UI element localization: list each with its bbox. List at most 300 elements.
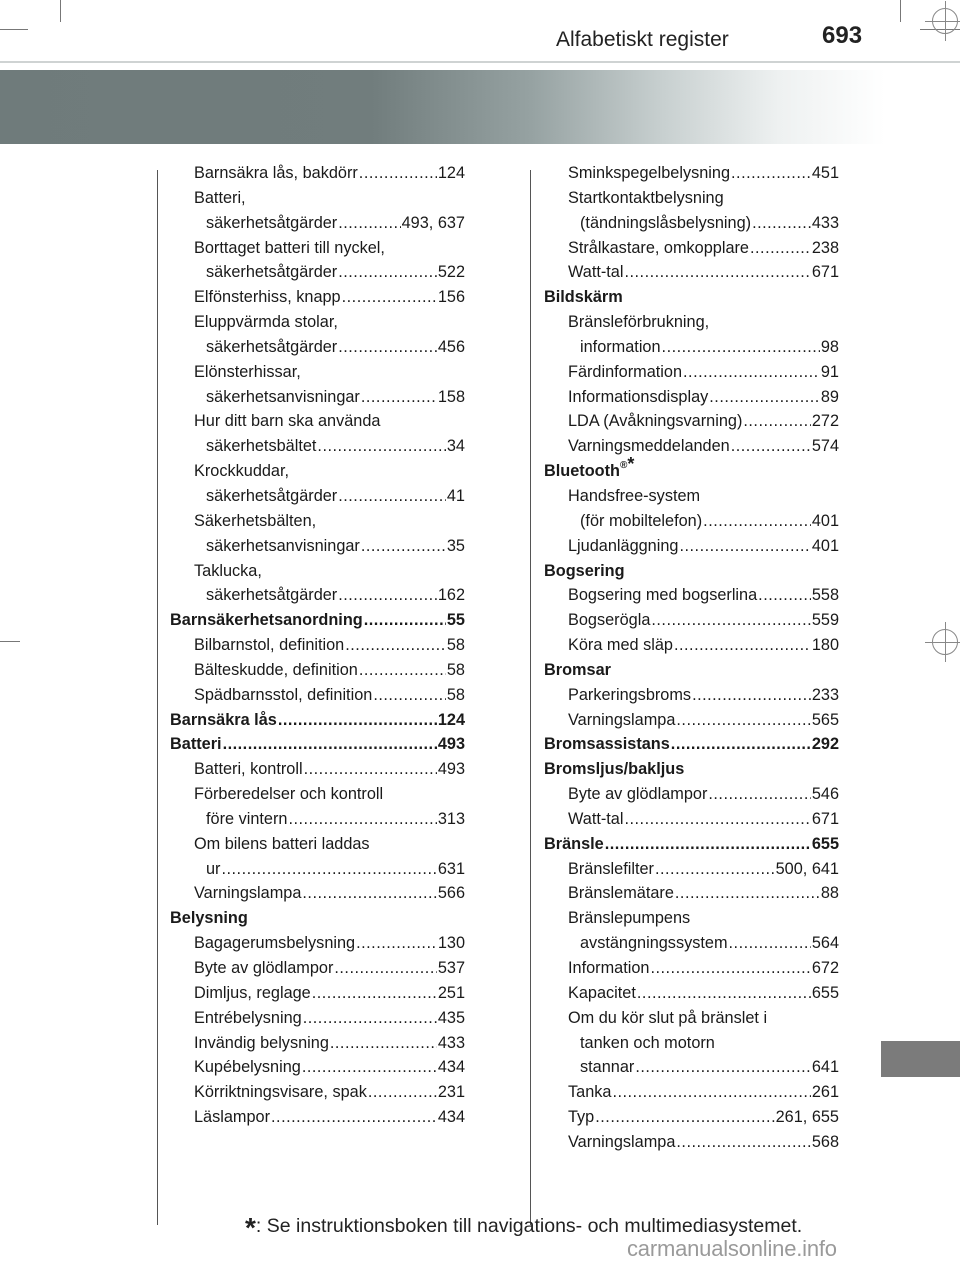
entry-text	[170, 608, 363, 633]
column-divider	[157, 170, 158, 1225]
index-entry	[170, 757, 465, 782]
entry-label: Bogserögla	[568, 611, 651, 630]
entry-text	[568, 683, 691, 708]
crop-mark	[60, 0, 61, 22]
dot-leader	[345, 633, 446, 658]
entry-text	[568, 608, 650, 633]
entry-text	[544, 832, 604, 857]
page-reference: 671	[811, 263, 839, 282]
entry-label: Varningslampa	[194, 884, 302, 903]
page-reference: 493	[437, 760, 465, 779]
entry-text	[568, 360, 682, 385]
entry-label: Körriktningsvisare, spak	[194, 1083, 367, 1102]
entry-text	[568, 981, 636, 1006]
dot-leader	[595, 1105, 774, 1130]
dot-leader	[731, 161, 811, 186]
entry-text	[194, 285, 341, 310]
page-reference: 238	[811, 238, 839, 257]
header-rule	[0, 61, 960, 63]
entry-label: Taklucka,	[194, 561, 262, 580]
entry-label: Varningslampa	[568, 710, 676, 729]
index-entry	[170, 931, 465, 956]
entry-label: säkerhetsanvisningar	[206, 536, 360, 555]
page-reference: 41	[446, 486, 465, 505]
index-heading	[544, 732, 839, 757]
entry-label: Bromsar	[544, 660, 611, 679]
page-reference: 313	[437, 809, 465, 828]
page-reference: 88	[820, 884, 839, 903]
dot-leader	[312, 981, 437, 1006]
page-reference: 34	[446, 437, 465, 456]
entry-label: säkerhetsanvisningar	[206, 387, 360, 406]
entry-text	[544, 559, 625, 584]
index-entry	[170, 236, 465, 261]
entry-text	[170, 906, 248, 931]
entry-text	[194, 236, 385, 261]
entry-label: Bogsering	[544, 561, 625, 580]
entry-label: Information	[568, 959, 650, 977]
page-reference: 292	[811, 735, 839, 754]
index-entry	[170, 633, 465, 658]
index-entry	[544, 236, 839, 261]
index-entry	[170, 1105, 465, 1130]
entry-text	[194, 658, 358, 683]
page-reference: 124	[437, 710, 465, 729]
entry-text	[544, 658, 611, 683]
entry-text	[206, 583, 337, 608]
index-entry	[544, 857, 839, 882]
dot-leader	[655, 857, 775, 882]
entry-text	[568, 583, 757, 608]
dot-leader	[605, 832, 811, 857]
dot-leader	[338, 335, 437, 360]
entry-text	[194, 1105, 270, 1130]
index-column-left	[170, 161, 465, 1130]
entry-text	[568, 260, 623, 285]
entry-text	[194, 931, 355, 956]
entry-label: Informationsdisplay	[568, 387, 709, 406]
entry-text	[568, 1080, 611, 1105]
index-heading	[170, 732, 465, 757]
entry-text	[544, 732, 670, 757]
dot-leader	[359, 658, 446, 683]
dot-leader	[334, 956, 436, 981]
entry-text	[194, 1055, 301, 1080]
entry-label: Barnsäkra lås	[170, 710, 277, 729]
entry-label: Bälteskudde, definition	[194, 660, 358, 679]
index-entry	[544, 186, 839, 211]
index-entry	[170, 484, 465, 509]
entry-text	[568, 236, 749, 261]
entry-label: Bromsassistans	[544, 735, 670, 754]
entry-label: Entrébelysning	[194, 1008, 302, 1027]
entry-label: Watt-tal	[568, 809, 624, 828]
entry-label: Byte av glödlampor	[194, 959, 334, 977]
page-reference: 537	[437, 959, 465, 977]
dot-leader	[304, 757, 437, 782]
index-entry	[170, 161, 465, 186]
entry-text	[194, 633, 344, 658]
index-entry	[170, 335, 465, 360]
index-entry	[170, 1031, 465, 1056]
dot-leader	[635, 1055, 811, 1080]
dot-leader	[676, 1130, 810, 1155]
entry-label: Tanka	[568, 1083, 612, 1102]
entry-label: Startkontaktbelysning	[568, 188, 724, 207]
index-entry	[544, 385, 839, 410]
index-heading	[544, 757, 839, 782]
index-entry	[544, 1006, 839, 1031]
page-reference: 401	[811, 536, 839, 555]
index-entry	[170, 409, 465, 434]
index-entry	[170, 285, 465, 310]
index-entry	[544, 484, 839, 509]
entry-text	[194, 881, 301, 906]
entry-text	[194, 956, 333, 981]
entry-label: Bluetooth	[544, 462, 620, 481]
index-entry	[170, 360, 465, 385]
entry-text	[170, 708, 277, 733]
index-heading	[544, 454, 839, 484]
index-entry	[544, 683, 839, 708]
entry-text	[206, 857, 220, 882]
page-reference: 91	[820, 362, 839, 381]
dot-leader	[683, 360, 820, 385]
index-entry	[544, 260, 839, 285]
dot-leader	[317, 434, 445, 459]
dot-leader	[650, 956, 810, 981]
entry-label: information	[580, 337, 661, 356]
page-reference: 130	[437, 934, 465, 953]
dot-leader	[338, 211, 400, 236]
entry-label: Bogsering med bogserlina	[568, 586, 758, 605]
index-entry	[170, 857, 465, 882]
index-entry	[170, 658, 465, 683]
index-heading	[170, 608, 465, 633]
entry-text	[206, 807, 287, 832]
entry-label: Byte av glödlampor	[568, 785, 708, 804]
page-reference: 493	[437, 735, 465, 754]
entry-label: Elönsterhissar,	[194, 362, 301, 381]
page-reference: 631	[437, 859, 465, 878]
entry-label: Varningsmeddelanden	[568, 437, 730, 456]
crop-mark	[0, 29, 28, 30]
entry-text	[194, 360, 301, 385]
page-reference: 272	[811, 412, 839, 431]
entry-label: Färdinformation	[568, 362, 683, 381]
column-divider	[530, 170, 531, 1225]
page-reference: 401	[811, 511, 839, 530]
index-entry	[170, 509, 465, 534]
page-reference: 434	[437, 1108, 465, 1127]
page-reference: 180	[811, 636, 839, 655]
dot-leader	[662, 335, 820, 360]
entry-label: Typ	[568, 1108, 595, 1127]
dot-leader	[675, 881, 820, 906]
entry-text	[194, 1080, 367, 1105]
entry-label: LDA (Avåkningsvarning)	[568, 412, 743, 431]
entry-text	[568, 906, 690, 931]
page-reference: 58	[446, 685, 465, 704]
page-reference: 35	[446, 536, 465, 555]
dot-leader	[708, 782, 810, 807]
index-entry	[170, 1006, 465, 1031]
index-entry	[544, 534, 839, 559]
entry-text	[568, 484, 700, 509]
dot-leader	[743, 409, 810, 434]
entry-label: Bränslefilter	[568, 859, 654, 878]
index-entry	[170, 434, 465, 459]
page-reference: 55	[446, 611, 465, 630]
index-entry	[170, 559, 465, 584]
entry-text	[194, 310, 338, 335]
entry-label: Parkeringsbroms	[568, 685, 692, 704]
index-column-right	[544, 161, 839, 1155]
index-entry	[170, 534, 465, 559]
index-entry	[170, 260, 465, 285]
index-entry	[170, 310, 465, 335]
entry-label: (för mobiltelefon)	[580, 511, 703, 530]
dot-leader	[338, 260, 437, 285]
index-entry	[170, 807, 465, 832]
entry-label: Bildskärm	[544, 288, 623, 307]
entry-text	[206, 335, 337, 360]
dot-leader	[671, 732, 811, 757]
entry-label: Dimljus, reglage	[194, 983, 311, 1002]
entry-text	[206, 484, 337, 509]
entry-label: Sminkspegelbelysning	[568, 164, 731, 182]
page-reference: 655	[811, 834, 839, 853]
entry-label: Invändig belysning	[194, 1033, 329, 1052]
entry-label: Förberedelser och kontroll	[194, 785, 384, 804]
index-entry	[544, 409, 839, 434]
entry-label: säkerhetsåtgärder	[206, 263, 338, 282]
entry-label: Bränsle	[544, 834, 604, 853]
page-reference: 433	[811, 213, 839, 232]
entry-text	[568, 310, 709, 335]
index-entry	[170, 1055, 465, 1080]
index-entry	[544, 633, 839, 658]
index-entry	[544, 1055, 839, 1080]
entry-label: Kapacitet	[568, 983, 636, 1002]
index-heading	[544, 832, 839, 857]
entry-label: Batteri	[170, 735, 222, 754]
entry-label: säkerhetsåtgärder	[206, 486, 338, 505]
footnote-text: : Se instruktionsboken till navigations- och multimediasystemet.	[255, 1215, 803, 1237]
dot-leader	[330, 1031, 437, 1056]
page-reference: 434	[437, 1058, 465, 1077]
entry-text	[568, 1105, 594, 1130]
entry-text	[544, 454, 635, 484]
dot-leader	[338, 583, 437, 608]
entry-text	[194, 683, 372, 708]
index-heading	[544, 658, 839, 683]
entry-text	[194, 161, 358, 186]
entry-label: Strålkastare, omkopplare	[568, 238, 749, 257]
dot-leader	[637, 981, 811, 1006]
entry-text	[568, 1130, 675, 1155]
entry-label: Säkerhetsbälten,	[194, 511, 317, 530]
index-entry	[544, 708, 839, 733]
entry-text	[580, 1031, 715, 1056]
registration-mark-icon	[932, 629, 958, 655]
entry-label: avstängningssystem	[580, 934, 728, 953]
entry-label: Spädbarnsstol, definition	[194, 685, 373, 704]
entry-text	[568, 409, 742, 434]
entry-text	[568, 857, 654, 882]
index-entry	[170, 459, 465, 484]
entry-label: Batteri, kontroll	[194, 760, 303, 779]
index-entry	[170, 782, 465, 807]
entry-text	[206, 211, 337, 236]
dot-leader	[373, 683, 446, 708]
entry-label: säkerhetsbältet	[206, 437, 317, 456]
entry-text	[580, 931, 728, 956]
page-reference: 522	[437, 263, 465, 282]
index-entry	[544, 161, 839, 186]
page-reference: 233	[811, 685, 839, 704]
entry-label: Bagagerumsbelysning	[194, 934, 356, 953]
entry-label: Om du kör slut på bränslet i	[568, 1008, 768, 1027]
entry-label: Ljudanläggning	[568, 536, 679, 555]
page-reference: 58	[446, 660, 465, 679]
index-entry	[544, 807, 839, 832]
entry-text	[194, 509, 316, 534]
page-reference: 231	[437, 1083, 465, 1102]
entry-text	[568, 881, 674, 906]
entry-text	[194, 1031, 329, 1056]
entry-text	[580, 1055, 634, 1080]
index-entry	[544, 211, 839, 236]
entry-text	[568, 534, 678, 559]
entry-label: Belysning	[170, 909, 248, 928]
dot-leader	[302, 881, 436, 906]
registration-mark-icon	[932, 8, 958, 34]
entry-label: Borttaget batteri till nyckel,	[194, 238, 385, 257]
entry-label: Eluppvärmda stolar,	[194, 313, 338, 332]
page-reference: 655	[811, 983, 839, 1002]
entry-text	[206, 385, 360, 410]
index-entry	[170, 683, 465, 708]
dot-leader	[674, 633, 811, 658]
page-reference: 433	[437, 1033, 465, 1052]
page-reference: 261, 655	[775, 1108, 839, 1127]
page-reference: 451	[811, 164, 839, 182]
footnote-marker: *	[245, 1212, 256, 1243]
page-reference: 124	[437, 164, 465, 182]
index-entry	[544, 509, 839, 534]
entry-label: Krockkuddar,	[194, 462, 290, 481]
page-reference: 564	[811, 934, 839, 953]
entry-label: stannar	[580, 1058, 635, 1077]
index-entry	[170, 583, 465, 608]
dot-leader	[368, 1080, 437, 1105]
entry-text	[568, 434, 730, 459]
entry-text	[170, 732, 222, 757]
entry-label: Barnsäkerhetsanordning	[170, 611, 363, 630]
entry-text	[194, 832, 370, 857]
page-reference: 672	[811, 959, 839, 977]
dot-leader	[221, 857, 436, 882]
footnote	[245, 1207, 803, 1243]
entry-text	[194, 409, 380, 434]
page-reference: 500, 641	[775, 859, 839, 878]
dot-leader	[692, 683, 811, 708]
page-reference: 559	[811, 611, 839, 630]
entry-text	[194, 186, 246, 211]
dot-leader	[612, 1080, 810, 1105]
entry-text	[568, 186, 724, 211]
entry-text	[568, 385, 708, 410]
page-reference: 546	[811, 785, 839, 804]
entry-label: Bränslepumpens	[568, 909, 691, 928]
page-reference: 435	[437, 1008, 465, 1027]
crop-mark	[900, 0, 901, 22]
entry-label: Barnsäkra lås, bakdörr	[194, 164, 358, 182]
entry-text	[544, 285, 623, 310]
crop-mark	[0, 641, 20, 642]
index-entry	[544, 906, 839, 931]
entry-text	[194, 1006, 302, 1031]
entry-text	[194, 559, 262, 584]
entry-label: ur	[206, 859, 221, 878]
entry-label: Batteri,	[194, 188, 246, 207]
section-tab	[881, 1041, 960, 1077]
entry-text	[568, 633, 673, 658]
dot-leader	[271, 1105, 437, 1130]
page-reference: 156	[437, 288, 465, 307]
entry-text	[544, 757, 684, 782]
entry-label: Köra med släp	[568, 636, 673, 655]
entry-text	[568, 956, 649, 981]
index-entry	[544, 1130, 839, 1155]
index-entry	[544, 881, 839, 906]
page-reference: 568	[811, 1132, 839, 1151]
index-heading	[170, 906, 465, 931]
entry-label: Läslampor	[194, 1108, 271, 1127]
entry-text	[194, 782, 383, 807]
dot-leader	[361, 534, 446, 559]
dot-leader	[356, 931, 437, 956]
entry-text	[206, 260, 337, 285]
index-entry	[170, 881, 465, 906]
index-entry	[544, 782, 839, 807]
index-entry	[544, 1031, 839, 1056]
entry-label: Bränsleförbrukning,	[568, 313, 710, 332]
entry-label: säkerhetsåtgärder	[206, 337, 338, 356]
dot-leader	[624, 260, 810, 285]
entry-label: tanken och motorn	[580, 1033, 715, 1052]
dot-leader	[338, 484, 446, 509]
entry-label: Om bilens batteri laddas	[194, 834, 370, 853]
dot-leader	[288, 807, 436, 832]
dot-leader	[624, 807, 810, 832]
index-entry	[544, 956, 839, 981]
footnote-reference: *	[627, 454, 635, 475]
dot-leader	[278, 708, 437, 733]
index-entry	[544, 981, 839, 1006]
page-reference: 162	[437, 586, 465, 605]
entry-label: Kupébelysning	[194, 1058, 301, 1077]
page-number: 693	[822, 22, 863, 49]
entry-text	[194, 757, 303, 782]
index-heading	[544, 285, 839, 310]
entry-text	[206, 534, 360, 559]
entry-label: (tändningslåsbelysning)	[580, 213, 752, 232]
entry-text	[568, 161, 730, 186]
dot-leader	[758, 583, 811, 608]
index-entry	[544, 310, 839, 335]
